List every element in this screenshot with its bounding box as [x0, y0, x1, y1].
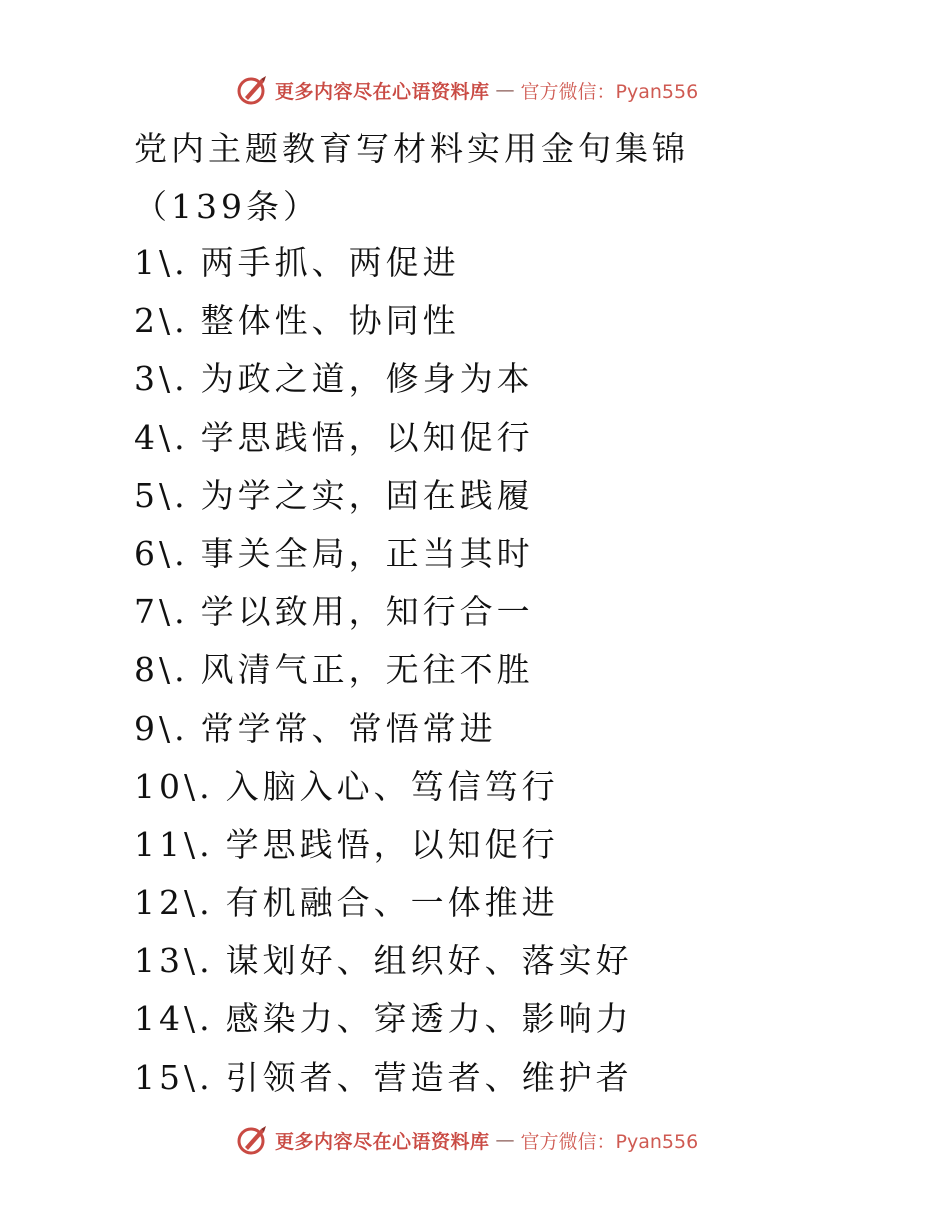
- item-text: 两手抓、两促进: [200, 243, 460, 282]
- list-item: [134, 583, 633, 641]
- item-number: 8\.: [134, 650, 189, 690]
- item-number: 4\.: [134, 417, 189, 457]
- list-item: [134, 641, 633, 699]
- banner-contact: 官方微信：Pyan556: [520, 80, 699, 103]
- item-number: 11\.: [134, 824, 214, 864]
- quill-pen-logo-icon: [235, 73, 269, 107]
- item-text: 谋划好、组织好、落实好: [225, 941, 633, 981]
- item-text: 学思践悟，以知促行: [200, 417, 534, 457]
- banner-contact: 官方微信：Pyan556: [520, 1130, 699, 1153]
- list-item: [134, 234, 633, 292]
- item-number: 14\.: [134, 999, 214, 1039]
- item-text: 事关全局，正当其时: [200, 533, 534, 573]
- document-title: 党内主题教育写材料实用金句集锦（139条）: [134, 129, 689, 226]
- list-item: [134, 874, 633, 932]
- list-item: [134, 700, 633, 758]
- banner-separator: —: [495, 1129, 515, 1151]
- item-number: 2\.: [134, 301, 189, 341]
- item-text: 有机融合、一体推进: [225, 883, 559, 923]
- list-item: [134, 409, 633, 467]
- banner-text: 更多内容尽在心语资料库: [275, 1130, 490, 1153]
- phrase-list: [134, 234, 633, 1107]
- item-number: 6\.: [134, 533, 189, 573]
- item-number: 9\.: [134, 708, 189, 748]
- item-text: 常学常、常悟常进: [200, 708, 497, 748]
- list-item: [134, 525, 633, 583]
- item-number: 15\.: [134, 1057, 214, 1097]
- list-item: [134, 816, 633, 874]
- item-number: 10\.: [134, 766, 214, 806]
- list-item: [134, 292, 633, 350]
- list-item: [134, 1049, 633, 1107]
- item-text: 感染力、穿透力、影响力: [225, 999, 633, 1039]
- list-item: [134, 350, 633, 408]
- item-number: 1\.: [134, 243, 189, 282]
- item-number: 3\.: [134, 359, 189, 399]
- item-text: 入脑入心、笃信笃行: [225, 766, 559, 806]
- item-number: 12\.: [134, 883, 214, 923]
- footer-banner: [235, 1122, 698, 1158]
- quill-pen-logo-icon: [235, 1123, 269, 1157]
- item-text: 为政之道，修身为本: [200, 359, 534, 399]
- banner-text: 更多内容尽在心语资料库: [275, 80, 490, 103]
- list-item: [134, 932, 633, 990]
- item-text: 整体性、协同性: [200, 301, 460, 341]
- header-banner: [235, 72, 698, 108]
- item-number: 5\.: [134, 475, 189, 515]
- item-text: 学以致用，知行合一: [200, 592, 534, 632]
- list-item: [134, 990, 633, 1048]
- list-item: [134, 467, 633, 525]
- item-number: 13\.: [134, 941, 214, 981]
- item-number: 7\.: [134, 592, 189, 632]
- banner-separator: —: [495, 79, 515, 101]
- item-text: 为学之实，固在践履: [200, 475, 534, 515]
- list-item: [134, 758, 633, 816]
- item-text: 学思践悟，以知促行: [225, 824, 559, 864]
- item-text: 风清气正，无往不胜: [200, 650, 534, 690]
- item-text: 引领者、营造者、维护者: [225, 1057, 633, 1097]
